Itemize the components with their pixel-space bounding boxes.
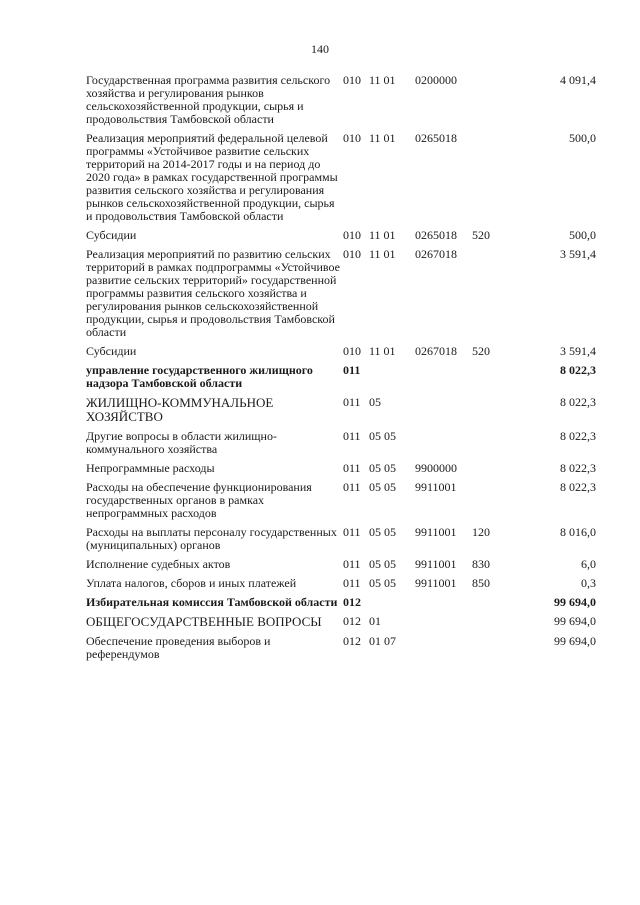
budget-table xyxy=(86,74,596,667)
row-section-code: 05 05 xyxy=(369,429,396,443)
row-section-code: 11 01 xyxy=(369,73,396,87)
row-ministry-code: 011 xyxy=(343,525,361,539)
row-section-code: 01 07 xyxy=(369,634,396,648)
row-name: Субсидии xyxy=(86,228,137,242)
row-amount: 99 694,0 xyxy=(554,634,596,648)
row-amount: 8 016,0 xyxy=(560,525,596,539)
row-ministry-code: 012 xyxy=(343,614,361,628)
row-target-code: 0267018 xyxy=(415,247,457,261)
row-expense-type-code: 830 xyxy=(472,557,490,571)
row-amount: 8 022,3 xyxy=(560,395,596,409)
row-expense-type-code xyxy=(472,635,512,667)
row-section-code: 05 05 xyxy=(369,557,396,571)
row-expense-type-code xyxy=(472,364,512,396)
table-row xyxy=(86,229,596,248)
row-amount: 99 694,0 xyxy=(554,595,596,609)
row-section-code: 05 05 xyxy=(369,525,396,539)
row-expense-type-code xyxy=(472,462,512,481)
row-amount: 6,0 xyxy=(581,557,596,571)
table-row xyxy=(86,132,596,229)
row-section-code: 05 xyxy=(369,395,381,409)
row-target-code: 9911001 xyxy=(415,525,457,539)
row-amount: 0,3 xyxy=(581,576,596,590)
row-name: Исполнение судебных актов xyxy=(86,557,231,571)
row-ministry-code: 010 xyxy=(343,73,361,87)
row-ministry-code: 011 xyxy=(343,395,361,409)
row-amount: 500,0 xyxy=(569,131,596,145)
row-amount: 8 022,3 xyxy=(560,363,596,377)
row-ministry-code: 011 xyxy=(343,363,361,377)
row-name: Уплата налогов, сборов и иных платежей xyxy=(86,576,297,590)
row-section-code: 01 xyxy=(369,614,381,628)
row-expense-type-code xyxy=(472,396,512,430)
row-section-code: 05 05 xyxy=(369,480,396,494)
row-ministry-code: 011 xyxy=(343,576,361,590)
row-target-code xyxy=(415,364,472,396)
page-number: 140 xyxy=(311,42,329,56)
row-amount: 4 091,4 xyxy=(560,73,596,87)
table-row xyxy=(86,615,596,635)
row-name: Другие вопросы в области жилищно-коммунального хозяйства xyxy=(86,429,277,456)
row-ministry-code: 011 xyxy=(343,480,361,494)
row-section-code: 05 05 xyxy=(369,461,396,475)
row-target-code xyxy=(415,615,472,635)
row-amount: 8 022,3 xyxy=(560,461,596,475)
budget-table-body xyxy=(86,74,596,667)
row-section-code: 11 01 xyxy=(369,131,396,145)
row-expense-type-code xyxy=(472,74,512,132)
row-amount: 8 022,3 xyxy=(560,480,596,494)
table-row xyxy=(86,526,596,558)
row-section-code: 05 05 xyxy=(369,576,396,590)
table-row xyxy=(86,462,596,481)
row-name: Государственная программа развития сельского хозяйства и регулирования рынков сельскохозяйственной продукции, сырья и продовольствия Тамбовской области xyxy=(86,73,331,126)
row-target-code: 9911001 xyxy=(415,557,457,571)
row-target-code: 0265018 xyxy=(415,228,457,242)
row-target-code: 0267018 xyxy=(415,344,457,358)
row-target-code: 9911001 xyxy=(415,576,457,590)
row-name: Непрограммные расходы xyxy=(86,461,215,475)
table-row xyxy=(86,577,596,596)
row-name: Реализация мероприятий федеральной целевой программы «Устойчивое развитие сельских территорий на 2014-2017 годы и на период до 2020 года» в рамках государственной программы развития сельского хозяйства и регулирования рынков сельскохозяйственной продукции, сырья и продовольствия Тамбовской области xyxy=(86,131,338,223)
row-section-code: 11 01 xyxy=(369,228,396,242)
row-target-code: 9900000 xyxy=(415,461,457,475)
row-ministry-code: 012 xyxy=(343,634,361,648)
row-ministry-code: 011 xyxy=(343,461,361,475)
row-target-code xyxy=(415,635,472,667)
row-ministry-code: 010 xyxy=(343,228,361,242)
row-expense-type-code xyxy=(472,615,512,635)
table-row xyxy=(86,596,596,615)
row-target-code: 0265018 xyxy=(415,131,457,145)
row-ministry-code: 010 xyxy=(343,344,361,358)
table-row xyxy=(86,74,596,132)
row-target-code xyxy=(415,396,472,430)
row-section-code xyxy=(369,596,415,615)
row-expense-type-code xyxy=(472,248,512,345)
row-ministry-code: 011 xyxy=(343,557,361,571)
row-ministry-code: 011 xyxy=(343,429,361,443)
row-name: управление государственного жилищного надзора Тамбовской области xyxy=(86,363,313,390)
table-row xyxy=(86,481,596,526)
row-name: Обеспечение проведения выборов и референдумов xyxy=(86,634,271,661)
table-row xyxy=(86,396,596,430)
table-row xyxy=(86,430,596,462)
row-amount: 3 591,4 xyxy=(560,344,596,358)
row-target-code: 9911001 xyxy=(415,480,457,494)
row-section-code: 11 01 xyxy=(369,247,396,261)
row-expense-type-code xyxy=(472,430,512,462)
row-target-code xyxy=(415,596,472,615)
row-ministry-code: 010 xyxy=(343,247,361,261)
row-name: Расходы на выплаты персоналу государственных (муниципальных) органов xyxy=(86,525,337,552)
row-section-code: 11 01 xyxy=(369,344,396,358)
row-name: Избирательная комиссия Тамбовской области xyxy=(86,595,338,609)
row-expense-type-code: 520 xyxy=(472,228,490,242)
table-row xyxy=(86,364,596,396)
row-name: Реализация мероприятий по развитию сельских территорий в рамках подпрограммы «Устойчивое развитие сельских территорий» государственной программы развития сельского хозяйства и регулирования рынков сельскохозяйственной продукции, сырья и продовольствия Тамбовской области xyxy=(86,247,340,339)
row-ministry-code: 010 xyxy=(343,131,361,145)
row-expense-type-code: 850 xyxy=(472,576,490,590)
table-row xyxy=(86,345,596,364)
row-amount: 8 022,3 xyxy=(560,429,596,443)
table-row xyxy=(86,635,596,667)
row-target-code: 0200000 xyxy=(415,73,457,87)
row-target-code xyxy=(415,430,472,462)
table-row xyxy=(86,558,596,577)
table-row xyxy=(86,248,596,345)
row-expense-type-code xyxy=(472,132,512,229)
row-expense-type-code: 120 xyxy=(472,525,490,539)
row-name: Субсидии xyxy=(86,344,137,358)
row-section-code xyxy=(369,364,415,396)
row-name: ОБЩЕГОСУДАРСТВЕННЫЕ ВОПРОСЫ xyxy=(86,614,322,629)
row-expense-type-code: 520 xyxy=(472,344,490,358)
row-name: Расходы на обеспечение функционирования государственных органов в рамках непрограммных расходов xyxy=(86,480,312,520)
row-amount: 3 591,4 xyxy=(560,247,596,261)
row-amount: 500,0 xyxy=(569,228,596,242)
row-expense-type-code xyxy=(472,596,512,615)
row-expense-type-code xyxy=(472,481,512,526)
row-ministry-code: 012 xyxy=(343,595,361,609)
row-amount: 99 694,0 xyxy=(554,614,596,628)
row-name: ЖИЛИЩНО-КОММУНАЛЬНОЕ ХОЗЯЙСТВО xyxy=(86,395,274,424)
